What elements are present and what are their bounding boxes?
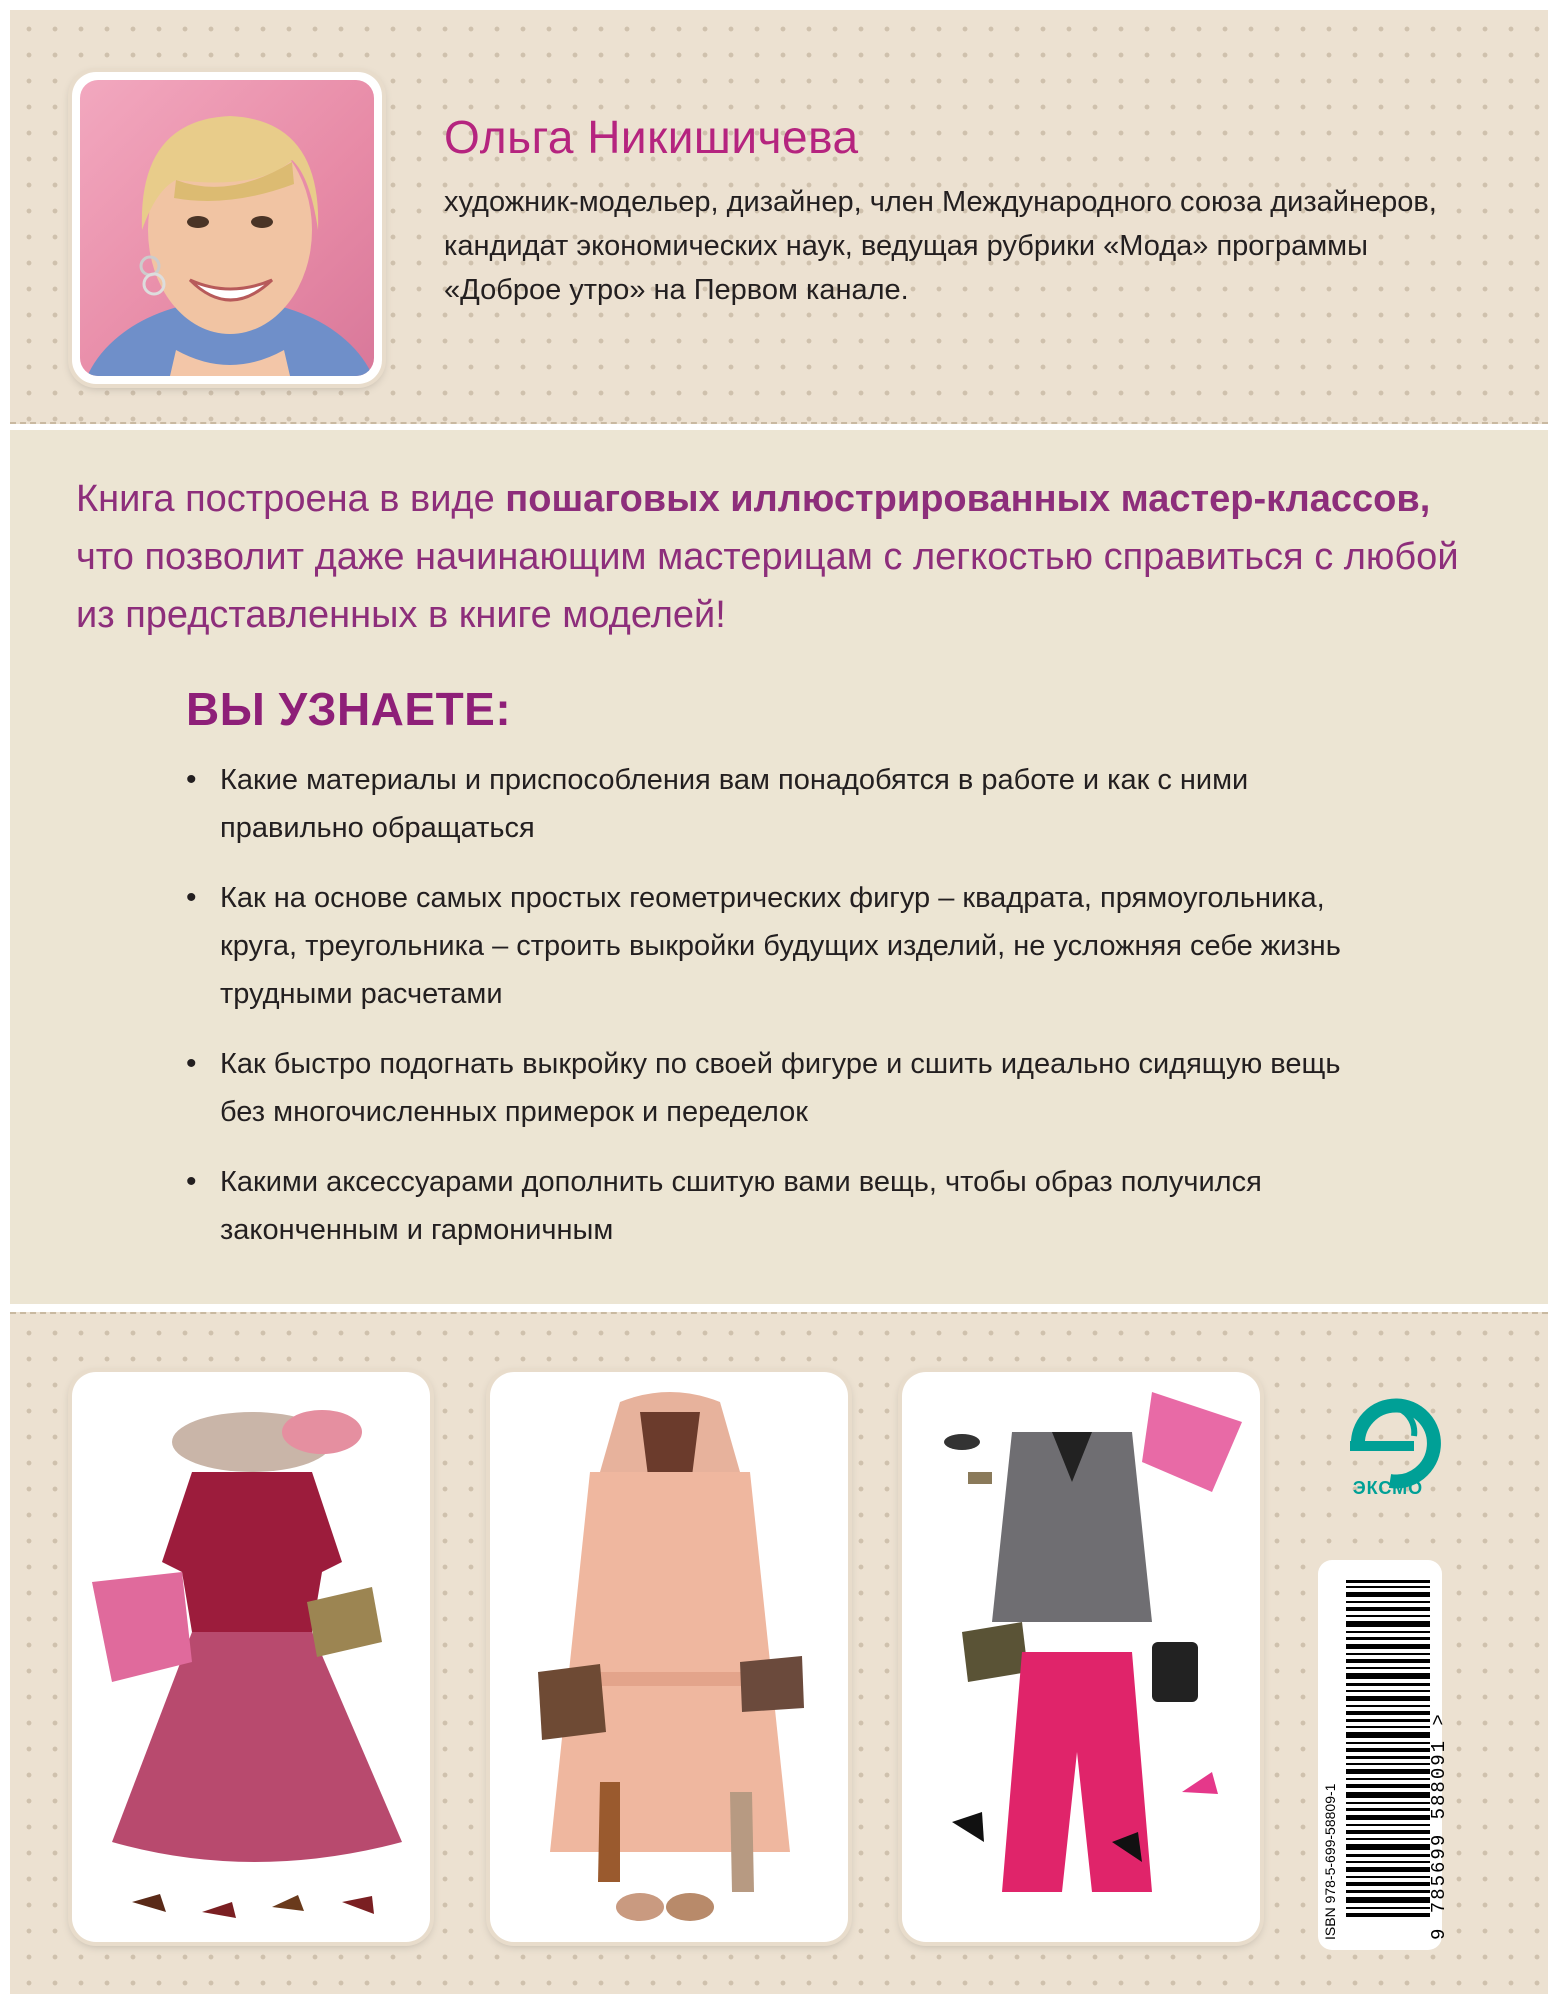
learn-list [186,756,1366,1276]
author-description: художник-модельер, дизайнер, член Международного союза дизайнеров, кандидат экономических наук, ведущая рубрики «Мода» программы «Доброе утро» на Первом канале. [444,186,1437,306]
jacket-outfit-illustration [902,1372,1260,1942]
intro-text-end: что позволит даже начинающим мастерицам с легкостью справиться с любой из представленных в книге моделей! [76,536,1459,636]
author-photo [72,72,382,384]
intro-text-bold: пошаговых иллюстрированных мастер-классов, [505,478,1431,520]
outfit-photo-jacket [902,1372,1260,1942]
isbn-label: ISBN 978-5-699-58809-1 [1322,1783,1338,1940]
dress-outfit-illustration [72,1372,430,1942]
coat-outfit-illustration [490,1372,848,1942]
list-item: • Как на основе самых простых геометрических фигур – квадрата, прямоугольника, круга, треугольника – строить выкройки будущих изделий, не усложняя себе жизнь трудными расчетами [186,874,1366,1018]
publisher-name: ЭКСМО [1352,1478,1424,1498]
outfit-photo-coat [490,1372,848,1942]
list-item: • Какие материалы и приспособления вам понадобятся в работе и как с ними правильно обращаться [186,756,1366,852]
author-name: Ольга Никишичева [444,111,859,163]
barcode-digits: 9 785699 588091 > [1428,1712,1450,1940]
intro-text-start: Книга построена в виде [76,478,506,520]
learn-heading: ВЫ УЗНАЕТЕ: [186,683,512,735]
intro-paragraph [76,470,1496,644]
list-item: • Какими аксессуарами дополнить сшитую вами вещь, чтобы образ получился законченным и гармоничным [186,1158,1366,1254]
author-portrait-illustration [80,80,374,376]
outfit-photo-dress [72,1372,430,1942]
list-item: • Как быстро подогнать выкройку по своей фигуре и сшить идеально сидящую вещь без многочисленных примерок и переделок [186,1040,1366,1136]
